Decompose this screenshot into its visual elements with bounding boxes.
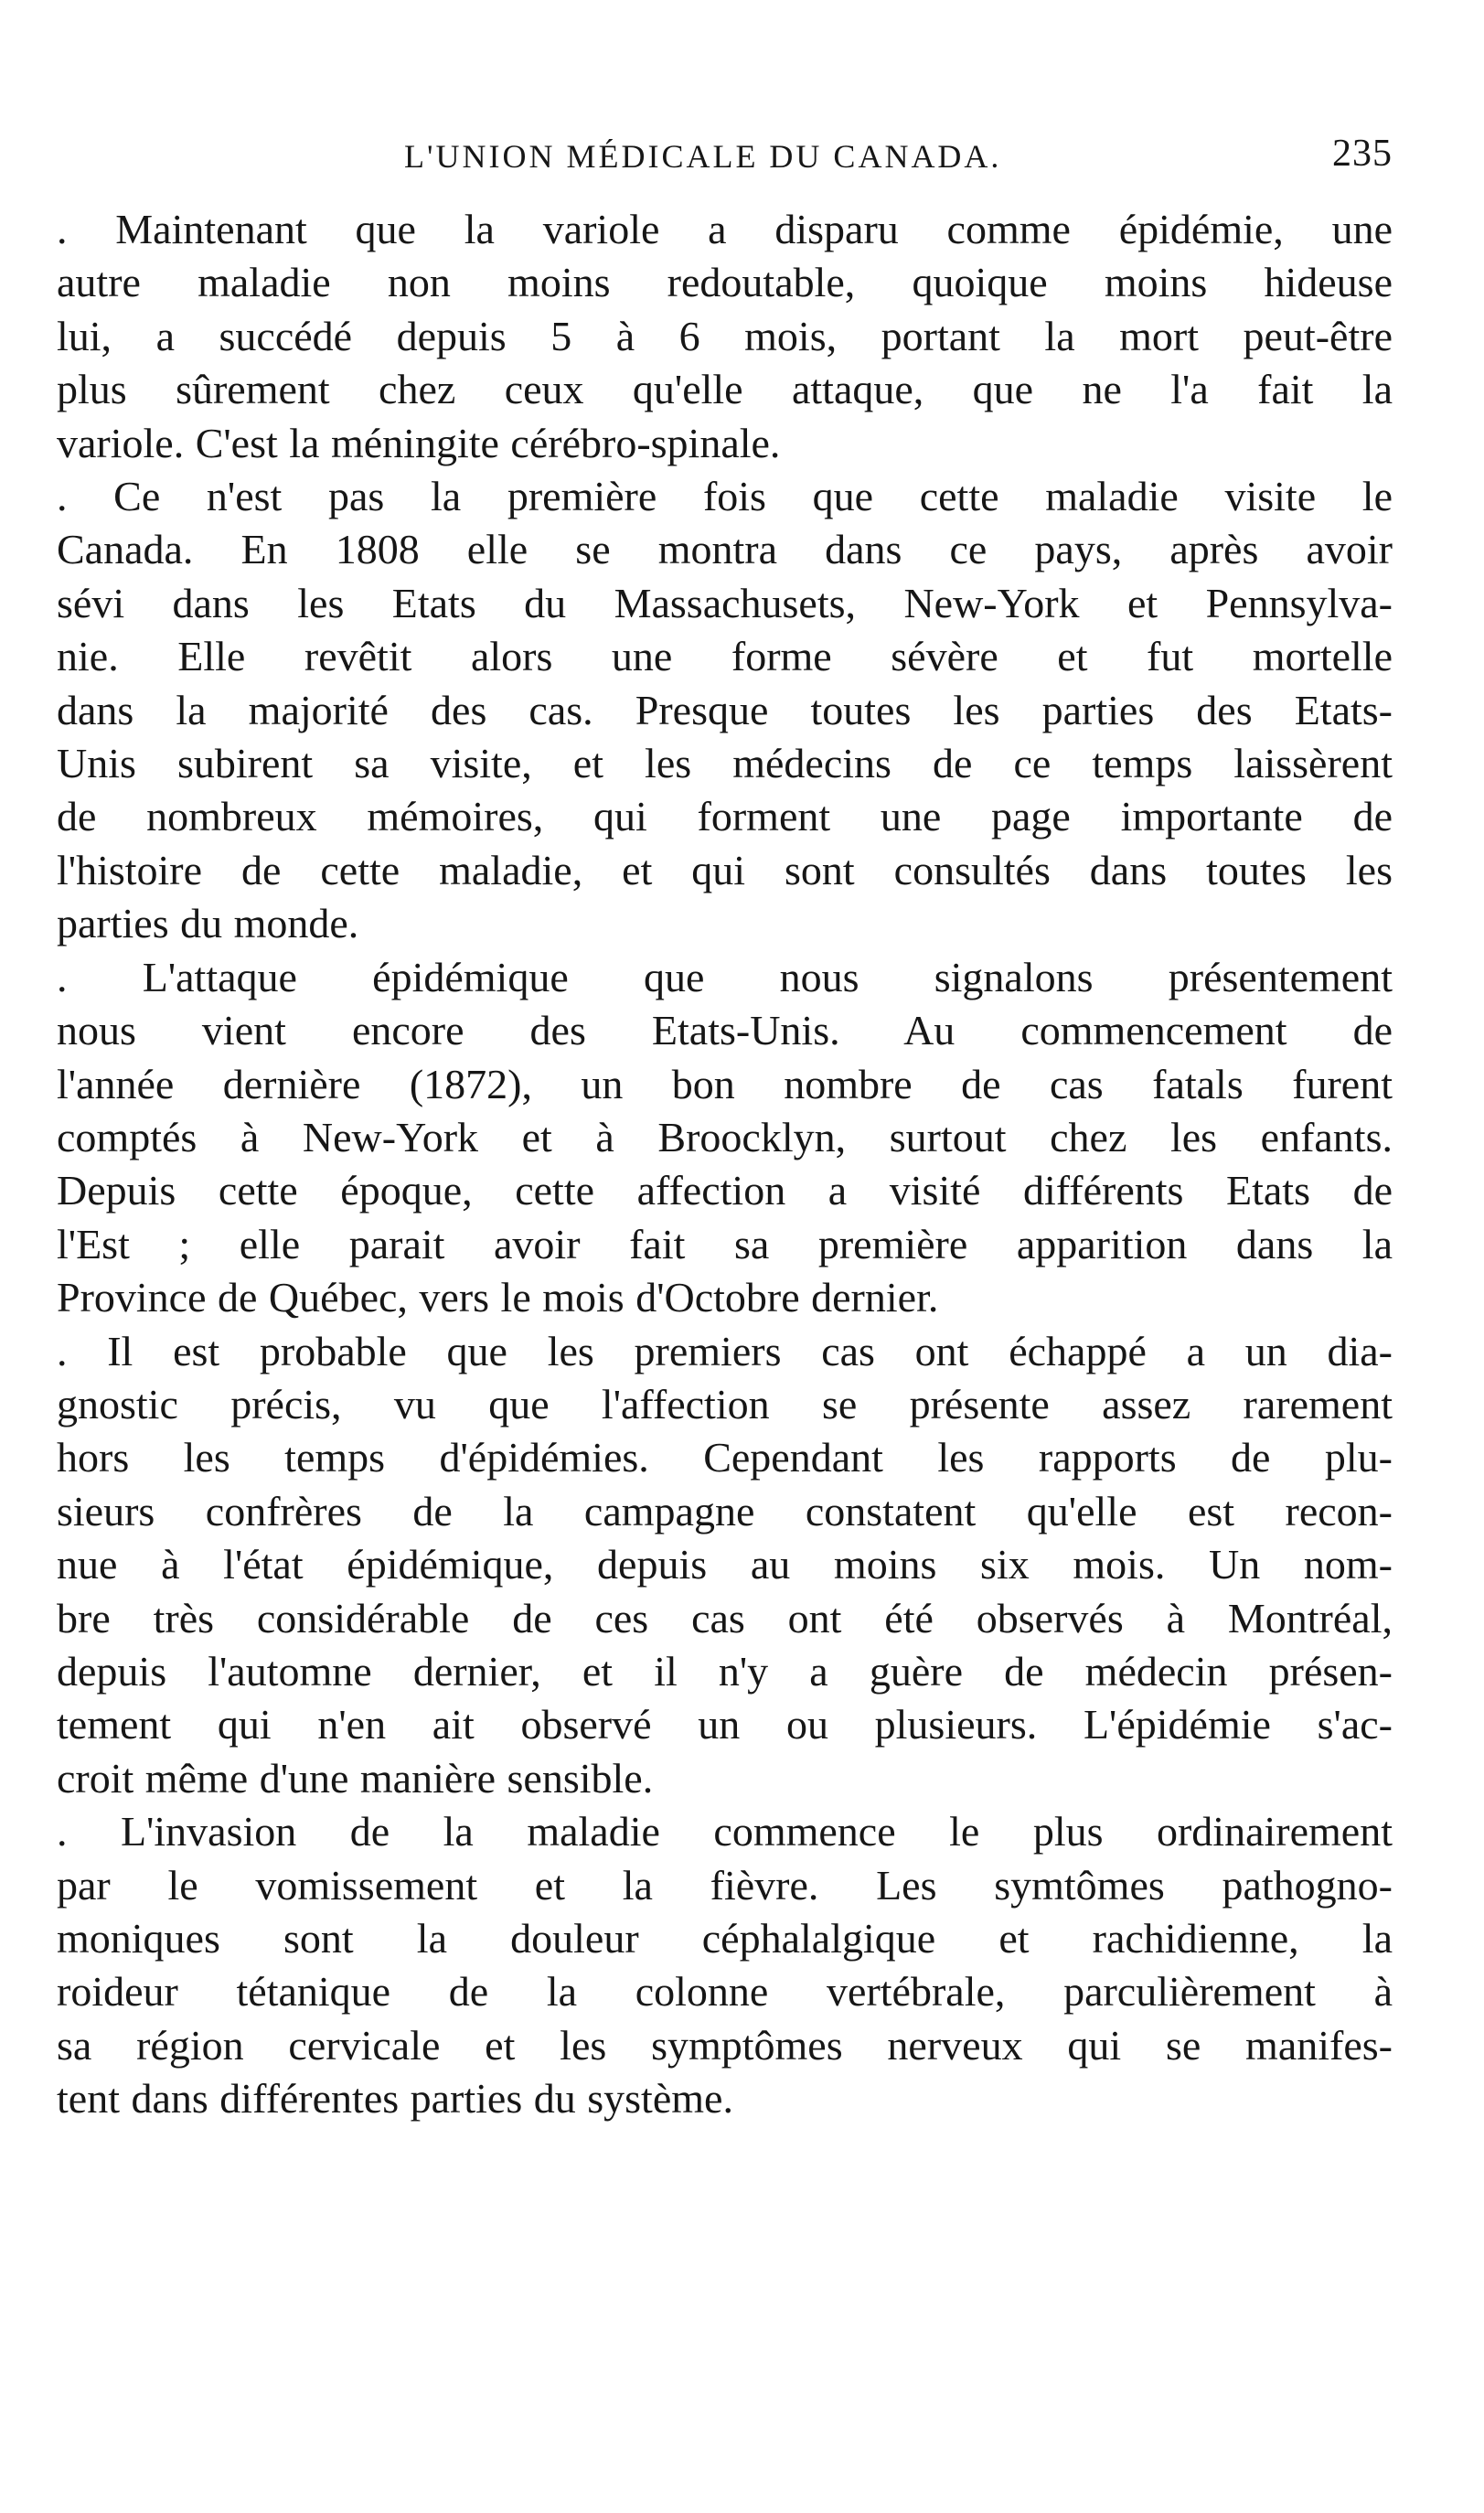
- text-line: nue à l'état épidémique, depuis au moins six mois. Un nom-: [57, 1541, 1393, 1588]
- text-line: l'Est ; elle parait avoir fait sa première apparition dans la: [57, 1220, 1393, 1267]
- text-line: l'année dernière (1872), un bon nombre de cas fatals furent: [57, 1060, 1393, 1107]
- text-line: de nombreux mémoires, qui forment une page importante de: [57, 793, 1393, 840]
- paragraph: [57, 203, 1393, 470]
- text-line: . Ce n'est pas la première fois que cette maladie visite le: [57, 473, 1393, 520]
- text-line: nie. Elle revêtit alors une forme sévère et fut mortelle: [57, 633, 1393, 680]
- text-line: depuis l'automne dernier, et il n'y a guère de médecin présen-: [57, 1647, 1393, 1695]
- text-line: Province de Québec, vers le mois d'Octobre dernier.: [57, 1274, 939, 1321]
- text-line: roideur tétanique de la colonne vertébrale, parculièrement à: [57, 1968, 1393, 2016]
- text-line: Canada. En 1808 elle se montra dans ce pays, après avoir: [57, 526, 1393, 573]
- text-line: sa région cervicale et les symptômes nerveux qui se manifes-: [57, 2021, 1393, 2069]
- text-line: l'histoire de cette maladie, et qui sont consultés dans toutes les: [57, 846, 1393, 893]
- text-line: dans la majorité des cas. Presque toutes les parties des Etats-: [57, 686, 1393, 733]
- paragraph: [57, 1805, 1393, 2125]
- text-line: croit même d'une manière sensible.: [57, 1754, 654, 1802]
- text-line: comptés à New-York et à Broocklyn, surtout chez les enfants.: [57, 1113, 1393, 1160]
- page-number: 235: [1332, 133, 1393, 175]
- running-title: L'UNION MÉDICALE DU CANADA.: [404, 138, 1002, 175]
- text-line: hors les temps d'épidémies. Cependant les rapports de plu-: [57, 1434, 1393, 1481]
- text-line: parties du monde.: [57, 900, 359, 947]
- text-line: sévi dans les Etats du Massachusets, New-York et Pennsylva-: [57, 579, 1393, 626]
- text-line: gnostic précis, vu que l'affection se présente assez rarement: [57, 1380, 1393, 1428]
- text-line: Depuis cette époque, cette affection a visité différents Etats de: [57, 1167, 1393, 1214]
- text-line: nous vient encore des Etats-Unis. Au commencement de: [57, 1007, 1393, 1054]
- paragraph: [57, 1325, 1393, 1806]
- text-line: . Maintenant que la variole a disparu comme épidémie, une: [57, 206, 1393, 252]
- text-line: par le vomissement et la fièvre. Les symtômes pathogno-: [57, 1861, 1393, 1909]
- text-line: tement qui n'en ait observé un ou plusieurs. L'épidémie s'ac-: [57, 1701, 1393, 1748]
- text-line: bre très considérable de ces cas ont été observés à Montréal,: [57, 1594, 1393, 1641]
- text-line: tent dans différentes parties du système.: [57, 2075, 733, 2123]
- paragraph: [57, 951, 1393, 1325]
- text-line: autre maladie non moins redoutable, quoique moins hideuse: [57, 259, 1393, 306]
- body-text: [57, 203, 1393, 2126]
- text-line: sieurs confrères de la campagne constatent qu'elle est recon-: [57, 1487, 1393, 1535]
- text-line: plus sûrement chez ceux qu'elle attaque, que ne l'a fait la: [57, 366, 1393, 413]
- running-head: [57, 128, 1393, 192]
- paragraph: [57, 470, 1393, 951]
- text-line: variole. C'est la méningite cérébro-spinale.: [57, 419, 781, 466]
- text-line: Unis subirent sa visite, et les médecins de ce temps laissèrent: [57, 740, 1393, 787]
- text-line: moniques sont la douleur céphalalgique et rachidienne, la: [57, 1915, 1393, 1962]
- text-line: . L'invasion de la maladie commence le plus ordinairement: [57, 1808, 1393, 1855]
- text-line: . Il est probable que les premiers cas ont échappé a un dia-: [57, 1327, 1393, 1374]
- text-line: . L'attaque épidémique que nous signalons présentement: [57, 953, 1393, 1000]
- text-line: lui, a succédé depuis 5 à 6 mois, portant la mort peut-être: [57, 312, 1393, 359]
